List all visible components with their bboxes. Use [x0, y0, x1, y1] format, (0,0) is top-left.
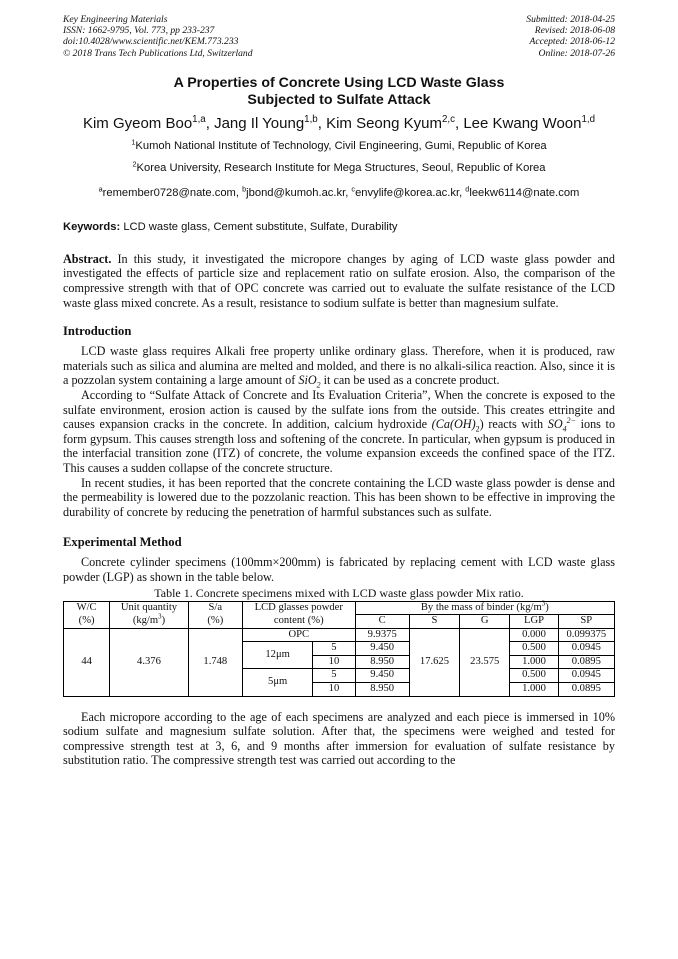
- intro-paragraph-3: In recent studies, it has been reported that the concrete containing the LCD waste glass powder is dense and the permeability is lowered due to the pozzolanic reaction. This has been shown to be effective in improving the durability of concrete by reducing the penetration of harmful substances such as sulfate.: [63, 475, 615, 519]
- cell-c: 9.450: [355, 669, 409, 683]
- table-caption: Table 1. Concrete specimens mixed with LCD waste glass powder Mix ratio.: [154, 585, 524, 600]
- cell-g: 23.575: [460, 628, 510, 696]
- publication-dates: [526, 14, 615, 59]
- cell-lgp: 1.000: [510, 683, 558, 697]
- date-submitted: Submitted: 2018-04-25: [526, 14, 615, 25]
- table-header-row: [64, 601, 615, 615]
- formula: SiO$_2$: [298, 373, 321, 390]
- email-link[interactable]: remember0728@nate.com: [102, 186, 236, 199]
- author: Jang Il Young: [214, 114, 305, 132]
- cell-wc: 44: [64, 628, 110, 696]
- paper-title: A Properties of Concrete Using LCD Waste Glass Subjected to Sulfate Attack: [173, 74, 505, 109]
- cell-c: 8.950: [355, 655, 409, 669]
- cell-sp: 0.0895: [558, 655, 614, 669]
- intro-paragraph-2: According to “Sulfate Attack of Concrete and Its Evaluation Criteria”, When the concrete is exposed to the sulfate environment, erosion action is caused by the sulfate ions from the outside. This creates ettringite and causes expansion cracks in the concrete. In addition, calcium hydroxide $(Ca(OH)_2)$ reacts with $SO_4^{2-}$ ions to form gypsum. This causes strength loss and softening of the concrete. In particular, when gypsum is produced in the interfacial transition zone (ITZ) of concrete, the volume expansion exceeds the confined space of the ITZ. This causes a sudden collapse of the concrete structure.: [63, 387, 616, 475]
- cell-sp: 0.0895: [558, 683, 614, 697]
- header-binder-mass: By the mass of binder $(kg/m^3)$: [355, 601, 614, 615]
- cell-c: 8.950: [355, 683, 409, 697]
- issn: ISSN: 1662-9795, Vol. 773, pp 233-237: [63, 25, 215, 37]
- affiliation-2: $^2$Korea University, Research Institute for Mega Structures, Seoul, Republic of Korea: [132, 159, 546, 174]
- cell-size: 5μm: [242, 669, 312, 696]
- cell-sp: 0.0945: [558, 642, 614, 656]
- cell-s: 17.625: [409, 628, 459, 696]
- email-link[interactable]: envylife@korea.ac.kr: [355, 186, 460, 199]
- cell-c: 9.9375: [355, 628, 409, 642]
- header-lgp: LGP: [510, 615, 558, 629]
- cell-unit-quantity: 4.376: [110, 628, 188, 696]
- cell-content: 5: [313, 669, 355, 683]
- keywords-text: LCD waste glass, Cement substitute, Sulfate, Durability: [123, 220, 398, 233]
- abstract-label: Abstract.: [63, 251, 112, 266]
- cell-sp: 0.0945: [558, 669, 614, 683]
- cell-lgp: 0.500: [510, 642, 558, 656]
- cell-sp: 0.099375: [558, 628, 614, 642]
- author-list: Kim Gyeom Boo$^{1,a}$, Jang Il Young$^{1,b}$, Kim Seong Kyum$^{2,c}$, Lee Kwang Woon$^{1,d}$: [82, 113, 596, 132]
- cell-size: OPC: [242, 628, 355, 642]
- cell-c: 9.450: [355, 642, 409, 656]
- author: Kim Seong Kyum: [326, 114, 442, 132]
- header-wc: W/C (%): [64, 601, 110, 628]
- cell-content: 10: [313, 683, 355, 697]
- experimental-paragraph-2: Each micropore according to the age of each specimens are analyzed and each piece is immersed in 10% sodium sulfate and magnesium sulfate solution. After that, the specimens were weighed and tested for compressive strength test at 3, 6, and 9 months after immersion for evaluation of sulfate resistance by substitution ratio. The compressive strength test was carried out according to the: [63, 709, 615, 768]
- journal-info: [63, 14, 253, 59]
- cell-size: 12μm: [242, 642, 312, 669]
- header-lcd-content: LCD glasses powder content (%): [242, 601, 355, 628]
- cell-lgp: 1.000: [510, 655, 558, 669]
- affiliation-1: $^1$Kumoh National Institute of Technology, Civil Engineering, Gumi, Republic of Korea: [131, 137, 547, 152]
- header-g: G: [460, 615, 510, 629]
- author: Lee Kwang Woon: [463, 114, 582, 132]
- keywords: [63, 220, 615, 234]
- header-s: S: [409, 615, 459, 629]
- header-sp: SP: [558, 615, 614, 629]
- mix-ratio-table: [63, 601, 615, 697]
- date-revised: Revised: 2018-06-08: [534, 25, 615, 37]
- author-emails: $^a$remember0728@nate.com, $^b$jbond@kumoh.ac.kr, $^c$envylife@korea.ac.kr, $^d$leekw6114@nate.com: [98, 184, 580, 199]
- header-unit-quantity: Unit quantity $(kg/m^3)$: [110, 601, 188, 628]
- journal-name: Key Engineering Materials: [63, 14, 168, 25]
- abstract-text: In this study, it investigated the micropore changes by aging of LCD waste glass powder and investigated the effects of particle size and replacement ratio on sulfate erosion. Also, the comparison of the compressive strength with that of OPC concrete was carried out to evaluate the sulfate resistance of the LCD waste glass mixed concrete. As a result, resistance to sodium sulfate is better than magnesium sulfate.: [63, 251, 615, 310]
- table-row: [64, 628, 615, 642]
- cell-content: 10: [313, 655, 355, 669]
- intro-paragraph-1: LCD waste glass requires Alkali free property unlike ordinary glass. Therefore, when it is produced, raw materials such as silica and alumina are melted and molded, and there is no alkali-silica reaction. Also, since it is a pozzolan system containing a large amount of SiO$_2$ it can be used as a concrete product.: [63, 344, 615, 390]
- cell-content: 5: [313, 642, 355, 656]
- copyright: © 2018 Trans Tech Publications Ltd, Switzerland: [63, 47, 253, 59]
- header-c: C: [355, 615, 409, 629]
- email-link[interactable]: leekw6114@nate.com: [469, 186, 580, 199]
- author: Kim Gyeom Boo: [82, 114, 193, 132]
- cell-sa: 1.748: [188, 628, 242, 696]
- doi: doi:10.4028/www.scientific.net/KEM.773.233: [63, 36, 239, 48]
- email-link[interactable]: jbond@kumoh.ac.kr: [246, 186, 346, 199]
- cell-lgp: 0.500: [510, 669, 558, 683]
- section-heading-experimental: Experimental Method: [63, 535, 182, 550]
- journal-header: [63, 14, 615, 59]
- section-heading-introduction: Introduction: [63, 324, 132, 339]
- formula: $(Ca(OH)_2)$: [431, 417, 484, 434]
- date-accepted: Accepted: 2018-06-12: [529, 36, 615, 48]
- abstract: [63, 252, 615, 310]
- cell-lgp: 0.000: [510, 628, 558, 642]
- paper-page: [63, 14, 615, 768]
- date-online: Online: 2018-07-26: [538, 47, 615, 59]
- header-sa: S/a (%): [188, 601, 242, 628]
- experimental-paragraph-1: Concrete cylinder specimens (100mm×200mm) is fabricated by replacing cement with LCD waste glass powder (LGP) as shown in the table below.: [63, 555, 615, 584]
- formula: $SO_4^{2-}$: [547, 416, 576, 434]
- keywords-label: Keywords:: [63, 220, 121, 233]
